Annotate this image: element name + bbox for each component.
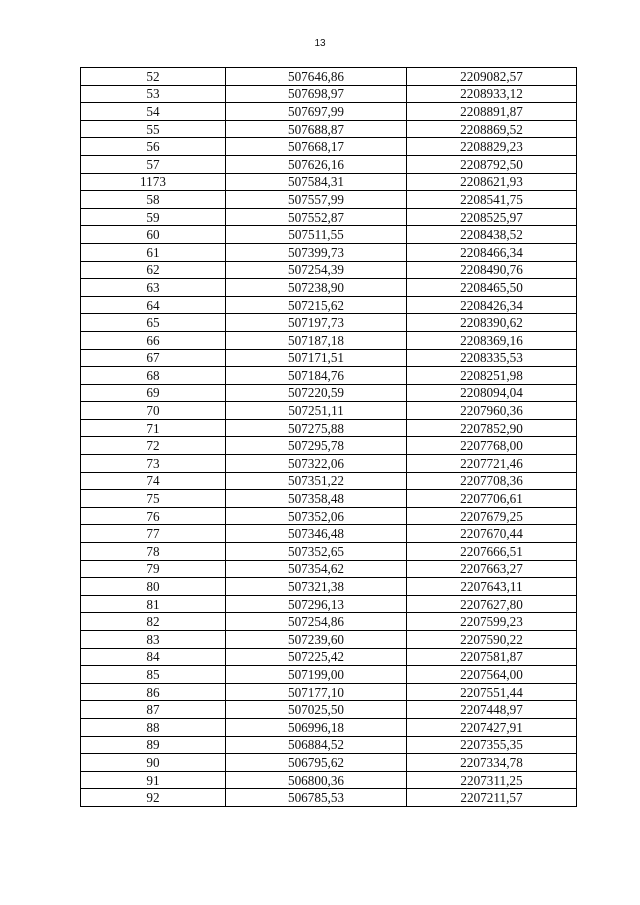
point-number-cell: 83	[81, 631, 226, 649]
point-number-cell: 62	[81, 261, 226, 279]
point-number-cell: 52	[81, 68, 226, 86]
x-coordinate-cell: 507552,87	[226, 208, 407, 226]
point-number-cell: 74	[81, 472, 226, 490]
table-row	[81, 771, 577, 789]
point-number-cell: 68	[81, 367, 226, 385]
x-coordinate-cell: 507346,48	[226, 525, 407, 543]
y-coordinate-cell: 2207564,00	[407, 666, 577, 684]
x-coordinate-cell: 507358,48	[226, 490, 407, 508]
x-coordinate-cell: 507322,06	[226, 455, 407, 473]
point-number-cell: 76	[81, 507, 226, 525]
y-coordinate-cell: 2208792,50	[407, 155, 577, 173]
y-coordinate-cell: 2207768,00	[407, 437, 577, 455]
x-coordinate-cell: 506795,62	[226, 754, 407, 772]
x-coordinate-cell: 507321,38	[226, 578, 407, 596]
table-row	[81, 279, 577, 297]
y-coordinate-cell: 2207670,44	[407, 525, 577, 543]
point-number-cell: 57	[81, 155, 226, 173]
x-coordinate-cell: 507295,78	[226, 437, 407, 455]
point-number-cell: 64	[81, 296, 226, 314]
table-row	[81, 666, 577, 684]
x-coordinate-cell: 507254,86	[226, 613, 407, 631]
y-coordinate-cell: 2208094,04	[407, 384, 577, 402]
table-row	[81, 525, 577, 543]
table-row	[81, 243, 577, 261]
x-coordinate-cell: 507296,13	[226, 595, 407, 613]
point-number-cell: 73	[81, 455, 226, 473]
y-coordinate-cell: 2208466,34	[407, 243, 577, 261]
y-coordinate-cell: 2208525,97	[407, 208, 577, 226]
table-row	[81, 103, 577, 121]
point-number-cell: 79	[81, 560, 226, 578]
y-coordinate-cell: 2208465,50	[407, 279, 577, 297]
page-number: 13	[314, 38, 326, 49]
y-coordinate-cell: 2208869,52	[407, 120, 577, 138]
y-coordinate-cell: 2207311,25	[407, 771, 577, 789]
table-row	[81, 631, 577, 649]
x-coordinate-cell: 506785,53	[226, 789, 407, 807]
x-coordinate-cell: 507688,87	[226, 120, 407, 138]
y-coordinate-cell: 2208891,87	[407, 103, 577, 121]
y-coordinate-cell: 2207643,11	[407, 578, 577, 596]
point-number-cell: 71	[81, 419, 226, 437]
table-row	[81, 367, 577, 385]
y-coordinate-cell: 2207852,90	[407, 419, 577, 437]
y-coordinate-cell: 2207663,27	[407, 560, 577, 578]
y-coordinate-cell: 2207599,23	[407, 613, 577, 631]
point-number-cell: 85	[81, 666, 226, 684]
y-coordinate-cell: 2207708,36	[407, 472, 577, 490]
x-coordinate-cell: 507352,65	[226, 543, 407, 561]
x-coordinate-cell: 507171,51	[226, 349, 407, 367]
x-coordinate-cell: 507197,73	[226, 314, 407, 332]
table-row	[81, 349, 577, 367]
y-coordinate-cell: 2207427,91	[407, 718, 577, 736]
x-coordinate-cell: 507025,50	[226, 701, 407, 719]
point-number-cell: 75	[81, 490, 226, 508]
point-number-cell: 81	[81, 595, 226, 613]
y-coordinate-cell: 2209082,57	[407, 68, 577, 86]
point-number-cell: 65	[81, 314, 226, 332]
point-number-cell: 87	[81, 701, 226, 719]
y-coordinate-cell: 2207721,46	[407, 455, 577, 473]
table-row	[81, 226, 577, 244]
x-coordinate-cell: 507668,17	[226, 138, 407, 156]
y-coordinate-cell: 2207334,78	[407, 754, 577, 772]
x-coordinate-cell: 507354,62	[226, 560, 407, 578]
x-coordinate-cell: 507187,18	[226, 331, 407, 349]
x-coordinate-cell: 507351,22	[226, 472, 407, 490]
coordinates-table	[80, 67, 577, 807]
x-coordinate-cell: 507646,86	[226, 68, 407, 86]
table-row	[81, 683, 577, 701]
table-row	[81, 701, 577, 719]
table-row	[81, 208, 577, 226]
y-coordinate-cell: 2207448,97	[407, 701, 577, 719]
x-coordinate-cell: 507239,60	[226, 631, 407, 649]
table-row	[81, 173, 577, 191]
point-number-cell: 59	[81, 208, 226, 226]
x-coordinate-cell: 506800,36	[226, 771, 407, 789]
point-number-cell: 88	[81, 718, 226, 736]
y-coordinate-cell: 2207666,51	[407, 543, 577, 561]
x-coordinate-cell: 507238,90	[226, 279, 407, 297]
y-coordinate-cell: 2207581,87	[407, 648, 577, 666]
x-coordinate-cell: 507254,39	[226, 261, 407, 279]
y-coordinate-cell: 2208621,93	[407, 173, 577, 191]
point-number-cell: 92	[81, 789, 226, 807]
table-row	[81, 736, 577, 754]
y-coordinate-cell: 2207590,22	[407, 631, 577, 649]
y-coordinate-cell: 2208426,34	[407, 296, 577, 314]
table-row	[81, 613, 577, 631]
table-row	[81, 138, 577, 156]
point-number-cell: 66	[81, 331, 226, 349]
point-number-cell: 69	[81, 384, 226, 402]
y-coordinate-cell: 2207679,25	[407, 507, 577, 525]
x-coordinate-cell: 507557,99	[226, 191, 407, 209]
table-row	[81, 595, 577, 613]
y-coordinate-cell: 2208251,98	[407, 367, 577, 385]
table-row	[81, 261, 577, 279]
table-row	[81, 191, 577, 209]
y-coordinate-cell: 2207355,35	[407, 736, 577, 754]
table-row	[81, 296, 577, 314]
x-coordinate-cell: 507275,88	[226, 419, 407, 437]
table-row	[81, 507, 577, 525]
table-row	[81, 314, 577, 332]
point-number-cell: 77	[81, 525, 226, 543]
x-coordinate-cell: 507584,31	[226, 173, 407, 191]
table-row	[81, 120, 577, 138]
table-row	[81, 578, 577, 596]
point-number-cell: 86	[81, 683, 226, 701]
y-coordinate-cell: 2207706,61	[407, 490, 577, 508]
point-number-cell: 70	[81, 402, 226, 420]
point-number-cell: 84	[81, 648, 226, 666]
y-coordinate-cell: 2208829,23	[407, 138, 577, 156]
y-coordinate-cell: 2208438,52	[407, 226, 577, 244]
point-number-cell: 72	[81, 437, 226, 455]
table-row	[81, 155, 577, 173]
x-coordinate-cell: 507199,00	[226, 666, 407, 684]
point-number-cell: 58	[81, 191, 226, 209]
x-coordinate-cell: 507184,76	[226, 367, 407, 385]
y-coordinate-cell: 2207627,80	[407, 595, 577, 613]
point-number-cell: 91	[81, 771, 226, 789]
point-number-cell: 67	[81, 349, 226, 367]
x-coordinate-cell: 506884,52	[226, 736, 407, 754]
y-coordinate-cell: 2208933,12	[407, 85, 577, 103]
table-row	[81, 490, 577, 508]
table-row	[81, 754, 577, 772]
table-row	[81, 419, 577, 437]
point-number-cell: 55	[81, 120, 226, 138]
point-number-cell: 61	[81, 243, 226, 261]
table-row	[81, 789, 577, 807]
point-number-cell: 82	[81, 613, 226, 631]
x-coordinate-cell: 507399,73	[226, 243, 407, 261]
x-coordinate-cell: 507697,99	[226, 103, 407, 121]
y-coordinate-cell: 2208369,16	[407, 331, 577, 349]
point-number-cell: 1173	[81, 173, 226, 191]
point-number-cell: 80	[81, 578, 226, 596]
x-coordinate-cell: 507251,11	[226, 402, 407, 420]
coordinates-table-body	[81, 68, 577, 807]
x-coordinate-cell: 506996,18	[226, 718, 407, 736]
y-coordinate-cell: 2207551,44	[407, 683, 577, 701]
x-coordinate-cell: 507177,10	[226, 683, 407, 701]
x-coordinate-cell: 507626,16	[226, 155, 407, 173]
point-number-cell: 60	[81, 226, 226, 244]
point-number-cell: 89	[81, 736, 226, 754]
table-row	[81, 455, 577, 473]
table-row	[81, 543, 577, 561]
table-row	[81, 384, 577, 402]
point-number-cell: 53	[81, 85, 226, 103]
x-coordinate-cell: 507220,59	[226, 384, 407, 402]
table-row	[81, 472, 577, 490]
point-number-cell: 90	[81, 754, 226, 772]
y-coordinate-cell: 2207211,57	[407, 789, 577, 807]
table-row	[81, 402, 577, 420]
point-number-cell: 63	[81, 279, 226, 297]
table-row	[81, 331, 577, 349]
table-row	[81, 560, 577, 578]
table-row	[81, 437, 577, 455]
y-coordinate-cell: 2208390,62	[407, 314, 577, 332]
y-coordinate-cell: 2207960,36	[407, 402, 577, 420]
point-number-cell: 56	[81, 138, 226, 156]
y-coordinate-cell: 2208335,53	[407, 349, 577, 367]
x-coordinate-cell: 507698,97	[226, 85, 407, 103]
table-row	[81, 68, 577, 86]
point-number-cell: 78	[81, 543, 226, 561]
x-coordinate-cell: 507215,62	[226, 296, 407, 314]
table-row	[81, 648, 577, 666]
y-coordinate-cell: 2208490,76	[407, 261, 577, 279]
x-coordinate-cell: 507225,42	[226, 648, 407, 666]
table-row	[81, 718, 577, 736]
y-coordinate-cell: 2208541,75	[407, 191, 577, 209]
x-coordinate-cell: 507511,55	[226, 226, 407, 244]
point-number-cell: 54	[81, 103, 226, 121]
x-coordinate-cell: 507352,06	[226, 507, 407, 525]
table-row	[81, 85, 577, 103]
